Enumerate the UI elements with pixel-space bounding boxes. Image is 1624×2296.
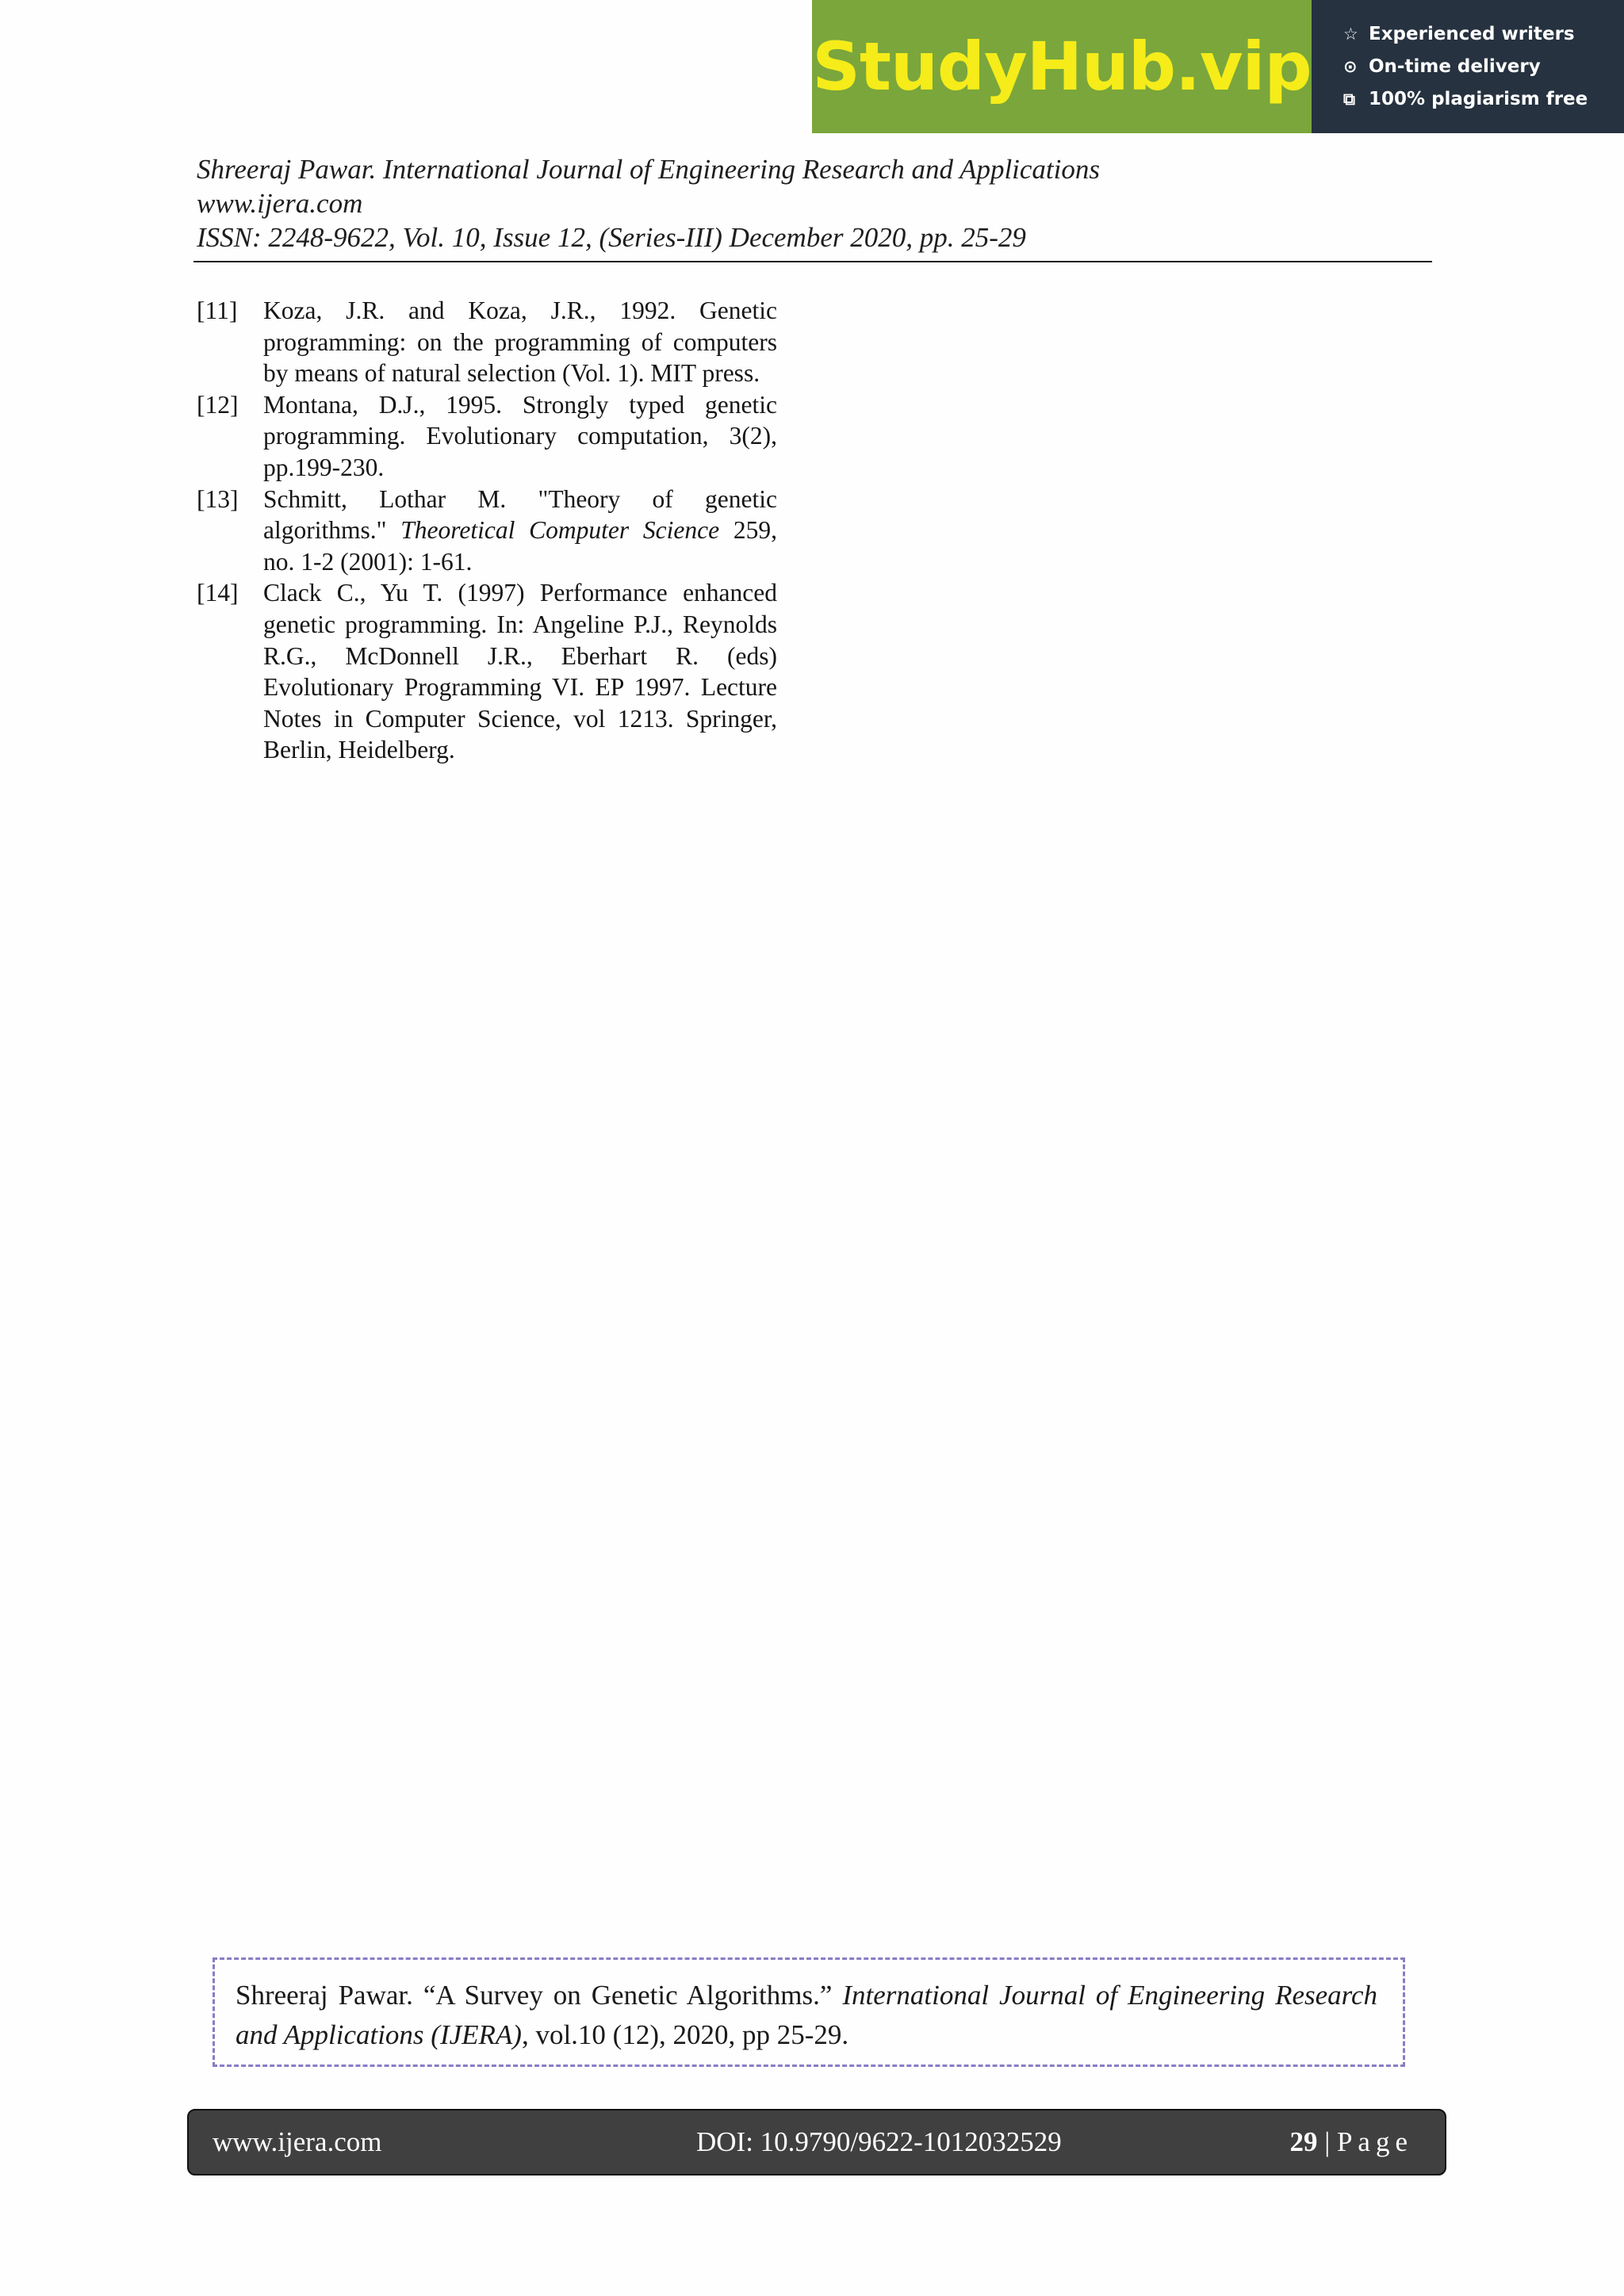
header-issn-line: ISSN: 2248-9622, Vol. 10, Issue 12, (Series-III) December 2020, pp. 25-29 xyxy=(197,222,1026,253)
reference-item xyxy=(197,577,777,766)
header-journal-line: Shreeraj Pawar. International Journal of Engineering Research and Applications xyxy=(197,154,1101,185)
page-number: 29 xyxy=(1289,2126,1318,2157)
citation-journal: International Journal of Engineering Research and Applications (IJERA) xyxy=(236,1980,1377,2050)
reference-text-part: 259, no. 1-2 (2001): 1-61. xyxy=(263,516,777,576)
feature-list xyxy=(1312,0,1624,133)
copy-document-icon: ⧉ xyxy=(1343,89,1355,109)
reference-text: Koza, J.R. and Koza, J.R., 1992. Genetic programming: on the programming of computers by means of natural selection (Vol. 1). MIT press. xyxy=(263,297,777,388)
reference-number: [13] xyxy=(197,484,239,513)
reference-number: [14] xyxy=(197,579,239,607)
page-label: Page xyxy=(1336,2126,1413,2157)
reference-journal-title: Theoretical Computer Science xyxy=(400,516,720,545)
citation-details: , vol.10 (12), 2020, pp 25-29. xyxy=(521,2019,849,2050)
reference-item xyxy=(197,484,777,578)
clock-icon: ⊙ xyxy=(1343,57,1358,76)
footer-doi: DOI: 10.9790/9622-1012032529 xyxy=(696,2126,1062,2157)
reference-item xyxy=(197,389,777,484)
page-separator: | xyxy=(1317,2126,1337,2157)
feature-item xyxy=(1343,18,1624,51)
citation-author-title: Shreeraj Pawar. “A Survey on Genetic Algorithms.” xyxy=(236,1980,843,2011)
feature-label: Experienced writers xyxy=(1369,24,1575,44)
feature-label: On-time delivery xyxy=(1369,56,1541,77)
reference-text-part: Schmitt, Lothar M. "Theory of genetic algorithms." xyxy=(263,484,777,545)
page-footer xyxy=(187,2109,1446,2175)
reference-list xyxy=(197,295,777,766)
header-website-line: www.ijera.com xyxy=(197,188,363,219)
feature-label: 100% plagiarism free xyxy=(1369,89,1588,109)
footer-page-number xyxy=(1289,2126,1413,2158)
footer-website: www.ijera.com xyxy=(213,2126,382,2157)
reference-text: Montana, D.J., 1995. Strongly typed genetic programming. Evolutionary computation, 3(2), pp.199-230. xyxy=(263,390,777,481)
reference-text: Clack C., Yu T. (1997) Performance enhanced genetic programming. In: Angeline P.J., Reynolds R.G., McDonnell J.R., Eberhart R. (eds) Evolutionary Programming VI. EP 1997. Lecture Notes in Computer Science, vol 1213. Springer, Berlin, Heidelberg. xyxy=(263,579,777,764)
reference-number: [12] xyxy=(197,390,239,419)
star-outline-icon: ☆ xyxy=(1343,25,1358,44)
brand-logo xyxy=(812,0,1312,133)
reference-number: [11] xyxy=(197,297,238,324)
feature-item xyxy=(1343,83,1624,116)
citation-box xyxy=(213,1957,1405,2067)
running-header xyxy=(197,152,1432,254)
ad-banner[interactable] xyxy=(812,0,1624,133)
header-divider xyxy=(193,261,1432,262)
feature-item xyxy=(1343,51,1624,83)
reference-item xyxy=(197,295,777,389)
reference-text xyxy=(263,484,777,578)
brand-name: StudyHub.vip xyxy=(812,28,1312,105)
